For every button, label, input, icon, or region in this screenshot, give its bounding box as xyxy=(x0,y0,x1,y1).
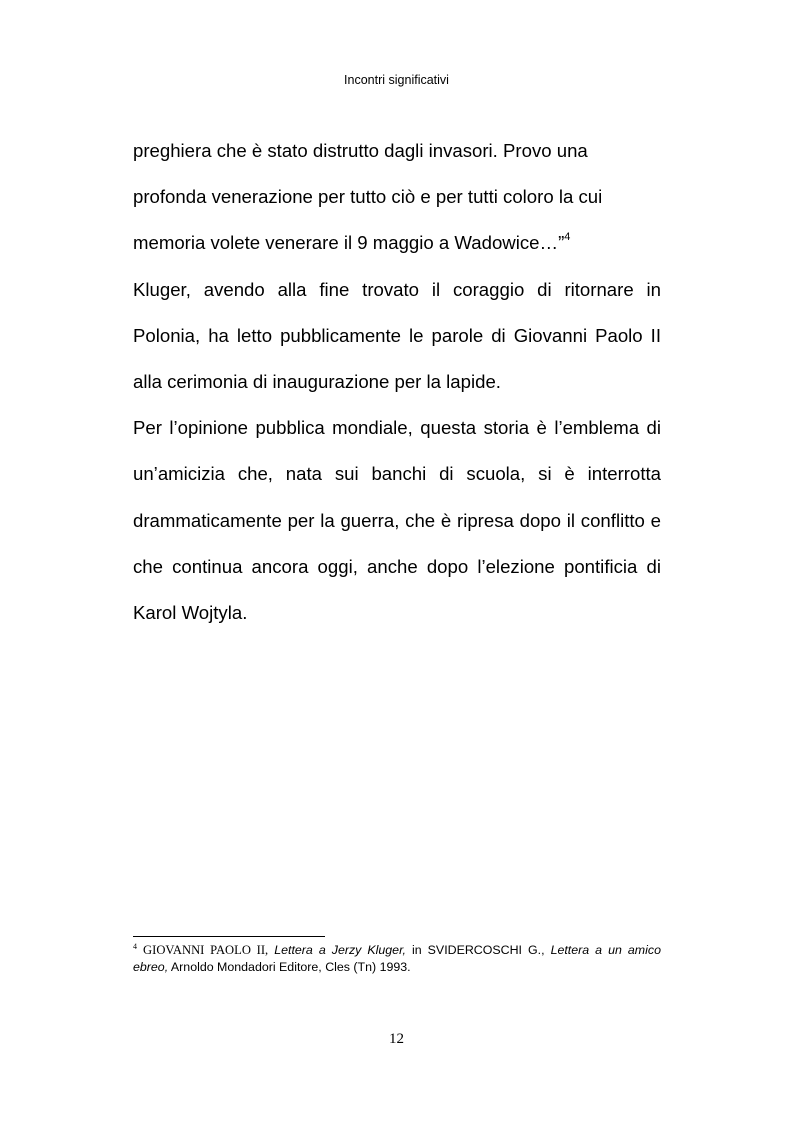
page-number: 12 xyxy=(389,1031,404,1047)
footnote-in-text: in SVIDERCOSCHI G., xyxy=(412,943,545,957)
footnote-author: GIOVANNI PAOLO II, xyxy=(143,943,269,957)
footnote-work-title: Lettera a Jerzy Kluger, xyxy=(274,943,406,957)
body-text xyxy=(133,128,661,636)
footnote-number: 4 xyxy=(133,942,137,951)
running-header: Incontri significativi xyxy=(344,73,449,87)
paragraph: Per l’opinione pubblica mondiale, questa storia è l’emblema di un’amicizia che, nata sui banchi di scuola, si è interrotta drammaticamente per la guerra, che è ripresa dopo il conflitto e che continua ancora oggi, anche dopo l’elezione pontificia di Karol Wojtyla. xyxy=(133,417,661,624)
paragraph-text: preghiera che è stato distrutto dagli invasori. Provo una profonda venerazione per tutto ciò e per tutti coloro la cui memoria volete venerare il 9 maggio a Wadowice…” xyxy=(133,140,603,254)
footnote xyxy=(133,942,661,976)
footnote-publisher: Arnoldo Mondadori Editore, Cles (Tn) 1993. xyxy=(170,960,411,974)
paragraph-quote-end xyxy=(133,128,661,267)
paragraph: Kluger, avendo alla fine trovato il coraggio di ritornare in Polonia, ha letto pubblicamente le parole di Giovanni Paolo II alla cerimonia di inaugurazione per la lapide. xyxy=(133,278,661,393)
footnote-reference[interactable]: 4 xyxy=(564,231,571,244)
footnote-separator xyxy=(133,936,325,937)
footnote-book-title: Lettera a un amico ebreo, xyxy=(133,943,661,974)
